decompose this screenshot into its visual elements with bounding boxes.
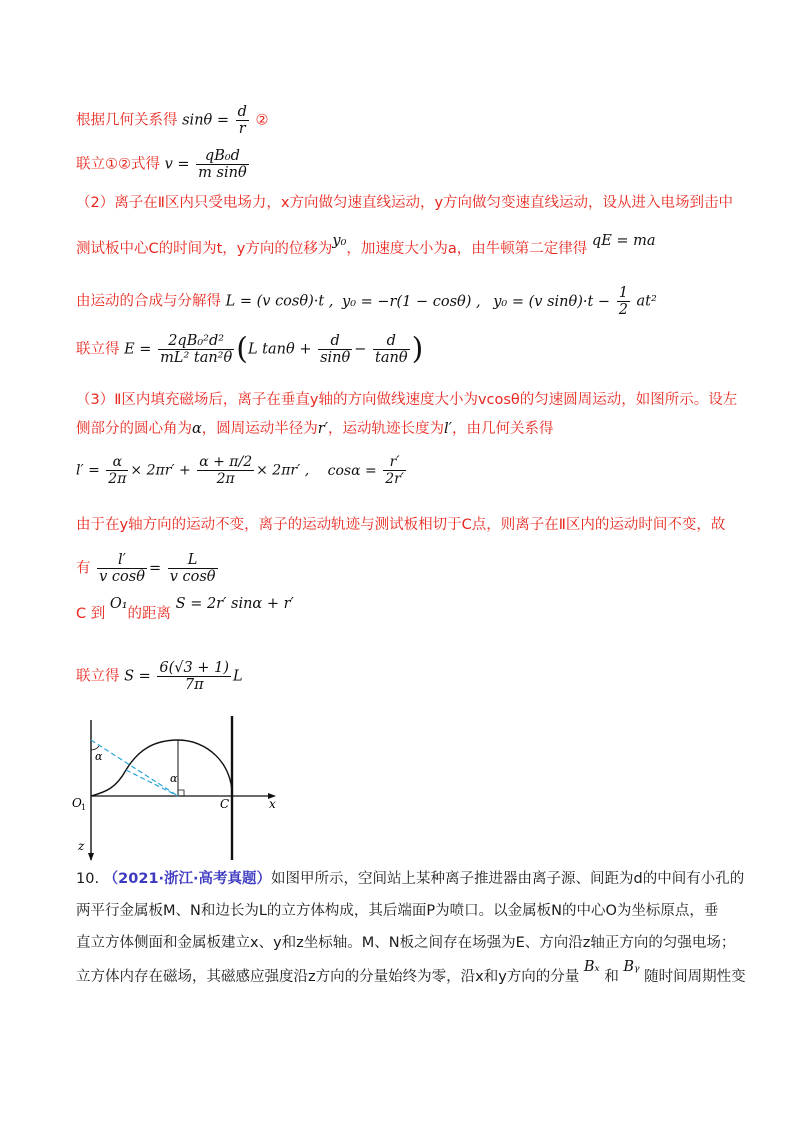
formula: L: [233, 668, 243, 685]
answer-para-2b: [76, 233, 656, 260]
right-angle-mark: [178, 790, 184, 796]
text: 由运动的合成与分解得: [76, 293, 221, 310]
text: 联立得: [76, 668, 120, 685]
text: ，加速度大小为a，由牛顿第二定律得: [346, 241, 588, 257]
point-c-label: C: [220, 797, 230, 811]
fraction-lp: [97, 552, 147, 585]
source-tag: （2021·浙江·高考真题）: [103, 871, 272, 887]
formula-lprime: [76, 454, 408, 487]
trajectory-arc: [91, 740, 232, 796]
numerator: d: [237, 104, 247, 120]
fraction-v: [196, 148, 249, 181]
numerator: d: [318, 333, 352, 350]
fraction-half: [617, 285, 630, 318]
denominator: 7π: [184, 677, 204, 693]
denominator: 2r′: [385, 471, 404, 487]
text: ，圆周运动半径为: [201, 421, 318, 437]
denominator: v cosθ: [169, 569, 216, 585]
numerator: L: [168, 552, 218, 569]
numerator: d: [373, 333, 410, 350]
problem-line-2: 两平行金属板M、N和边长为L的立方体构成，其后端面P为喷口。以金属板N的中心O为坐标原点，垂: [76, 903, 719, 919]
numerator: qB₀d: [196, 148, 249, 165]
denominator: mL² tan²θ: [160, 350, 233, 366]
text: 有: [76, 560, 91, 577]
denominator: 2: [618, 302, 628, 318]
formula: sinθ =: [182, 112, 230, 129]
formula: O₁: [109, 596, 128, 612]
formula: α: [192, 421, 202, 437]
formula: L tanθ +: [247, 341, 312, 358]
formula: r′: [317, 421, 329, 437]
fraction-S: [157, 660, 231, 693]
fraction-alpha-pi: [197, 454, 254, 487]
answer-para-2d: 联立得 E = $\frac{\text{2qB₀²d²}}{\text{mL² tan²θ}}$ (L tanθ + $\frac{d}{\sin\theta}$ − $\frac{d}{\tan\theta}$ ): [76, 331, 424, 367]
answer-para-2c: [76, 285, 657, 318]
text: ，运动轨迹长度为: [328, 421, 445, 437]
text: 联立①②式得: [76, 156, 160, 173]
fraction-d-tan: [373, 333, 410, 366]
alpha-label-mid: α: [170, 772, 178, 785]
origin-subscript: 1: [81, 803, 87, 812]
text: 根据几何关系得: [76, 112, 178, 129]
formula: Bᵧ: [623, 959, 640, 975]
fraction-L: [168, 552, 218, 585]
trajectory-figure: [66, 712, 296, 862]
formula: E =: [124, 341, 152, 358]
numerator: α + π/2: [199, 454, 253, 470]
numerator: 1: [618, 285, 628, 301]
numerator: α: [106, 454, 128, 471]
text: 侧部分的圆心角为: [76, 421, 192, 437]
formula: L = (v cosθ)·t ,: [225, 293, 334, 310]
numerator: l′: [97, 552, 147, 569]
numerator: 6(√3 + 1): [159, 660, 230, 676]
text: 立方体内存在磁场，其磁感应强度沿z方向的分量始终为零，沿x和y方向的分量: [76, 969, 580, 985]
formula: v =: [164, 156, 190, 173]
formula: =: [148, 560, 162, 577]
answer-para-2: （2）离子在Ⅱ区内只受电场力，x方向做匀速直线运动，y方向做匀变速直线运动，设从进入电场到击中: [76, 195, 734, 211]
answer-para-3: （3）Ⅱ区内填充磁场后，离子在垂直y轴的方向做线速度大小为vcosθ的匀速圆周运动，如图所示。设左: [76, 392, 738, 408]
answer-line-2: [76, 148, 251, 181]
text: 联立得: [76, 341, 120, 358]
problem-line-3: 直立方体侧面和金属板建立x、y和z坐标轴。M、N板之间存在场强为E、方向沿z轴正方向的匀强电场；: [76, 935, 736, 951]
answer-line-1: [76, 104, 269, 137]
formula: × 2πr′ +: [130, 462, 191, 479]
text: C 到: [76, 606, 106, 622]
formula: −: [354, 341, 367, 358]
dashed-line-1: [91, 740, 178, 796]
formula: l′ =: [76, 462, 100, 479]
text: ②: [255, 112, 269, 129]
denominator: tanθ: [375, 350, 408, 366]
answer-para-4: 由于在y轴方向的运动不变，离子的运动轨迹与测试板相切于C点，则离子在Ⅱ区内的运动时间不变，故: [76, 517, 726, 533]
formula: Bₓ: [583, 959, 600, 975]
z-axis-arrow: [88, 853, 94, 861]
alpha-label-top: α: [95, 750, 103, 763]
text: 随时间周期性变: [644, 969, 746, 985]
answer-para-4b: [76, 552, 220, 585]
origin-label: O: [72, 796, 82, 810]
text: 和: [604, 969, 619, 985]
fraction-d-r: [236, 104, 249, 137]
numerator: 2qB₀²d²: [158, 333, 234, 350]
problem-number: 10.: [76, 871, 100, 887]
denominator: r: [238, 121, 246, 137]
fraction-d-sin: [318, 333, 352, 366]
formula: qE = ma: [591, 233, 656, 249]
denominator: 2π: [108, 471, 127, 487]
denominator: v cosθ: [99, 569, 145, 585]
text: 测试板中心C的时间为t，y方向的位移为: [76, 241, 333, 257]
formula: at²: [636, 293, 657, 310]
answer-para-6: [76, 660, 243, 693]
fraction-E: [158, 333, 234, 366]
answer-para-5: [76, 596, 294, 625]
text: ，由几何关系得: [451, 421, 554, 437]
denominator: m sinθ: [198, 165, 247, 181]
formula: × 2πr′ ,: [256, 462, 310, 479]
formula: S = 2r′ sinα + r′: [175, 596, 294, 612]
text: 如图甲所示，空间站上某种离子推进器由离子源、间距为d的中间有小孔的: [271, 871, 745, 887]
formula: y₀: [332, 233, 347, 249]
fraction-cos: [383, 454, 406, 487]
formula: l′: [444, 421, 452, 437]
fraction-alpha: [106, 454, 128, 487]
formula: cosα =: [327, 462, 377, 479]
formula: S =: [124, 668, 151, 685]
problem-line-1: [76, 868, 744, 890]
denominator: 2π: [216, 471, 235, 487]
formula: y₀ = (v sinθ)·t −: [493, 293, 611, 310]
answer-para-3b: [76, 418, 553, 440]
formula: y₀ = −r(1 − cosθ) ,: [342, 293, 481, 310]
problem-line-4: [76, 959, 746, 988]
numerator: r′: [383, 454, 406, 471]
denominator: sinθ: [320, 350, 351, 366]
x-axis-label: x: [269, 797, 276, 811]
z-axis-label: z: [78, 839, 85, 853]
text: 的距离: [127, 606, 172, 622]
